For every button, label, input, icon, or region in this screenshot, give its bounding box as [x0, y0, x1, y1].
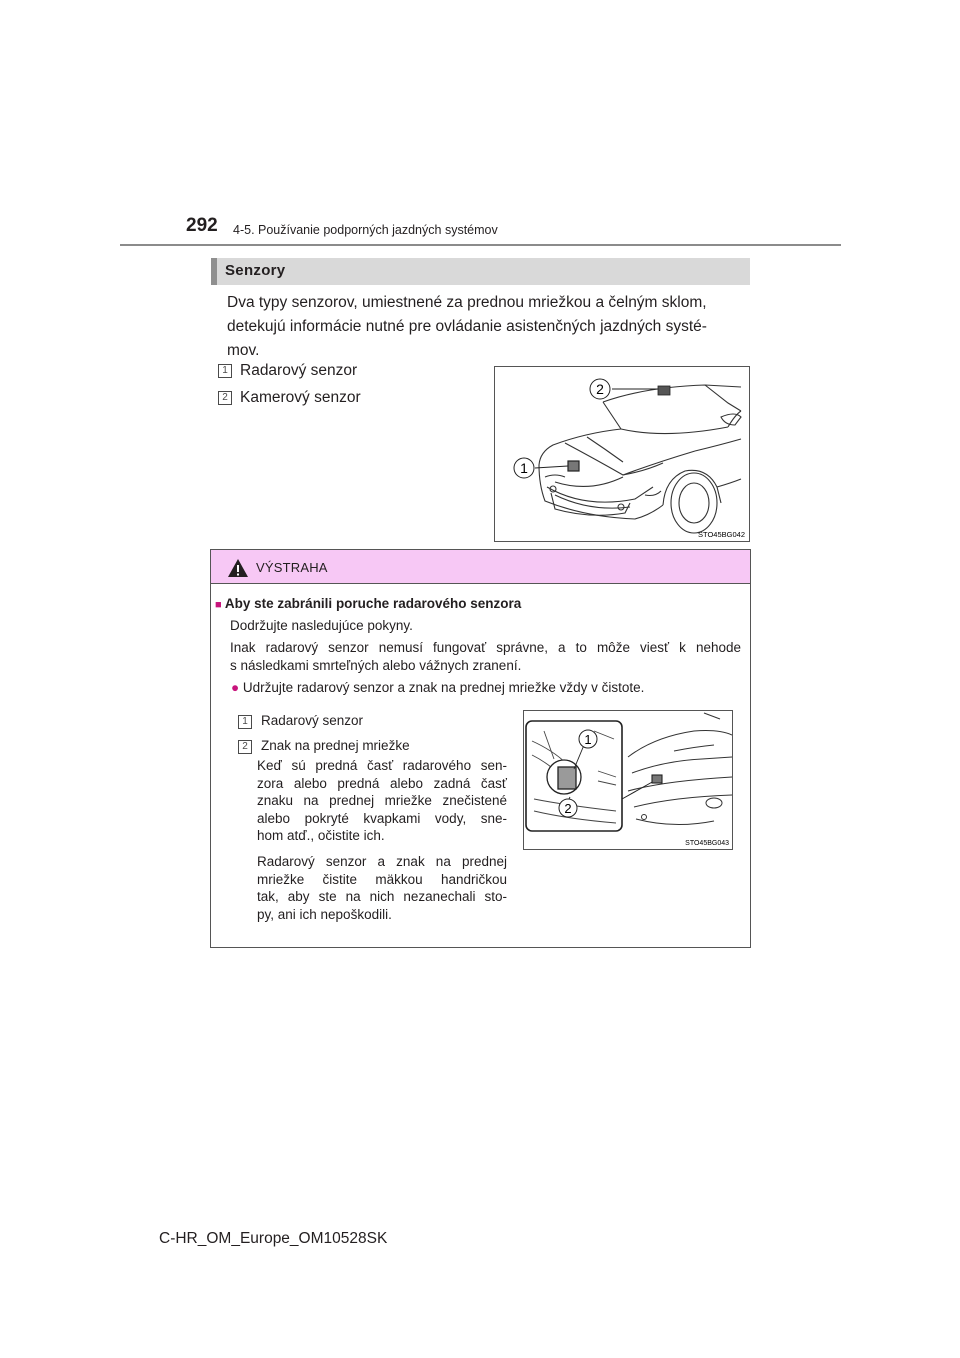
warning-line: Inak radarový senzor nemusí fungovať správne, a to môže viesť k nehode — [230, 640, 741, 655]
legend-label: Radarový senzor — [240, 362, 358, 379]
intro-line: Dva typy senzorov, umiestnené za prednou mriežkou a čelným sklom, — [227, 294, 707, 311]
section-title: Senzory — [225, 262, 286, 279]
warning-icon — [227, 558, 249, 578]
para-line: mriežke čistite mäkkou handričkou — [257, 871, 507, 887]
para-line: znaku na prednej mriežke znečistené — [257, 793, 507, 808]
square-bullet-icon: ■ — [215, 599, 222, 611]
warning-subheading — [215, 596, 521, 611]
section-heading-bar — [211, 258, 750, 285]
number-marker: 1 — [238, 715, 252, 729]
document-code: C-HR_OM_Europe_OM10528SK — [159, 1230, 388, 1247]
legend-item-radar — [218, 362, 357, 380]
radar-closeup-drawing — [524, 711, 732, 849]
figure-code: STO45BG043 — [685, 840, 729, 847]
radar-emblem-shape — [568, 461, 579, 471]
callout-label: 1 — [584, 732, 592, 747]
legend-item-camera — [218, 389, 361, 407]
legend-label: Znak na prednej mriežke — [261, 738, 410, 753]
callout-label: 1 — [520, 460, 528, 476]
figure-code: STO45BG042 — [698, 530, 745, 539]
legend-label: Kamerový senzor — [240, 389, 361, 406]
para-line: py, ani ich nepoškodili. — [257, 906, 392, 922]
car-front-drawing — [495, 367, 749, 541]
callout-label: 2 — [564, 801, 572, 816]
cleaning-paragraph-2 — [257, 853, 507, 923]
radar-closeup-illustration — [523, 710, 733, 850]
number-marker: 2 — [238, 740, 252, 754]
car-sensor-illustration — [494, 366, 750, 542]
page-number: 292 — [186, 215, 218, 236]
para-line: Keď sú predná časť radarového sen- — [257, 758, 507, 773]
warning-legend-item — [238, 711, 363, 730]
intro-paragraph — [227, 291, 748, 363]
cleaning-paragraph-1 — [257, 757, 507, 845]
warning-line: s následkami smrteľných alebo vážnych zranení. — [230, 658, 522, 673]
para-line: Radarový senzor a znak na prednej — [257, 854, 507, 869]
camera-sensor-shape — [658, 386, 670, 395]
para-line: hom atď., očistite ich. — [257, 828, 385, 843]
header-divider — [120, 244, 841, 246]
legend-label: Radarový senzor — [261, 713, 364, 728]
intro-line: detekujú informácie nutné pre ovládanie asistenčných jazdných systé- — [227, 318, 707, 335]
para-line: zora alebo predná alebo zadná časť — [257, 775, 507, 791]
bullet-text: Udržujte radarový senzor a znak na prednej mriežke vždy v čistote. — [242, 680, 645, 695]
grille-emblem-shape — [652, 775, 662, 783]
number-marker: 1 — [218, 364, 232, 378]
number-marker: 2 — [218, 391, 232, 405]
warning-legend-item — [238, 736, 410, 755]
radar-sensor-shape — [558, 767, 576, 789]
para-line: tak, aby ste na nich nezanechali sto- — [257, 889, 507, 904]
warning-line: Dodržujte nasledujúce pokyny. — [230, 618, 413, 633]
section-bar-accent — [211, 258, 217, 285]
warning-header — [211, 550, 750, 584]
chapter-title: 4-5. Používanie podporných jazdných systémov — [233, 223, 498, 237]
intro-line: mov. — [227, 342, 260, 359]
para-line: alebo pokryté kvapkami vody, sne- — [257, 810, 507, 826]
warning-bullet — [231, 678, 644, 697]
callout-label: 2 — [596, 381, 604, 397]
warning-heading-text: Aby ste zabránili poruche radarového senzora — [224, 596, 522, 611]
round-bullet-icon: ● — [231, 680, 240, 695]
warning-title: VÝSTRAHA — [256, 560, 328, 575]
